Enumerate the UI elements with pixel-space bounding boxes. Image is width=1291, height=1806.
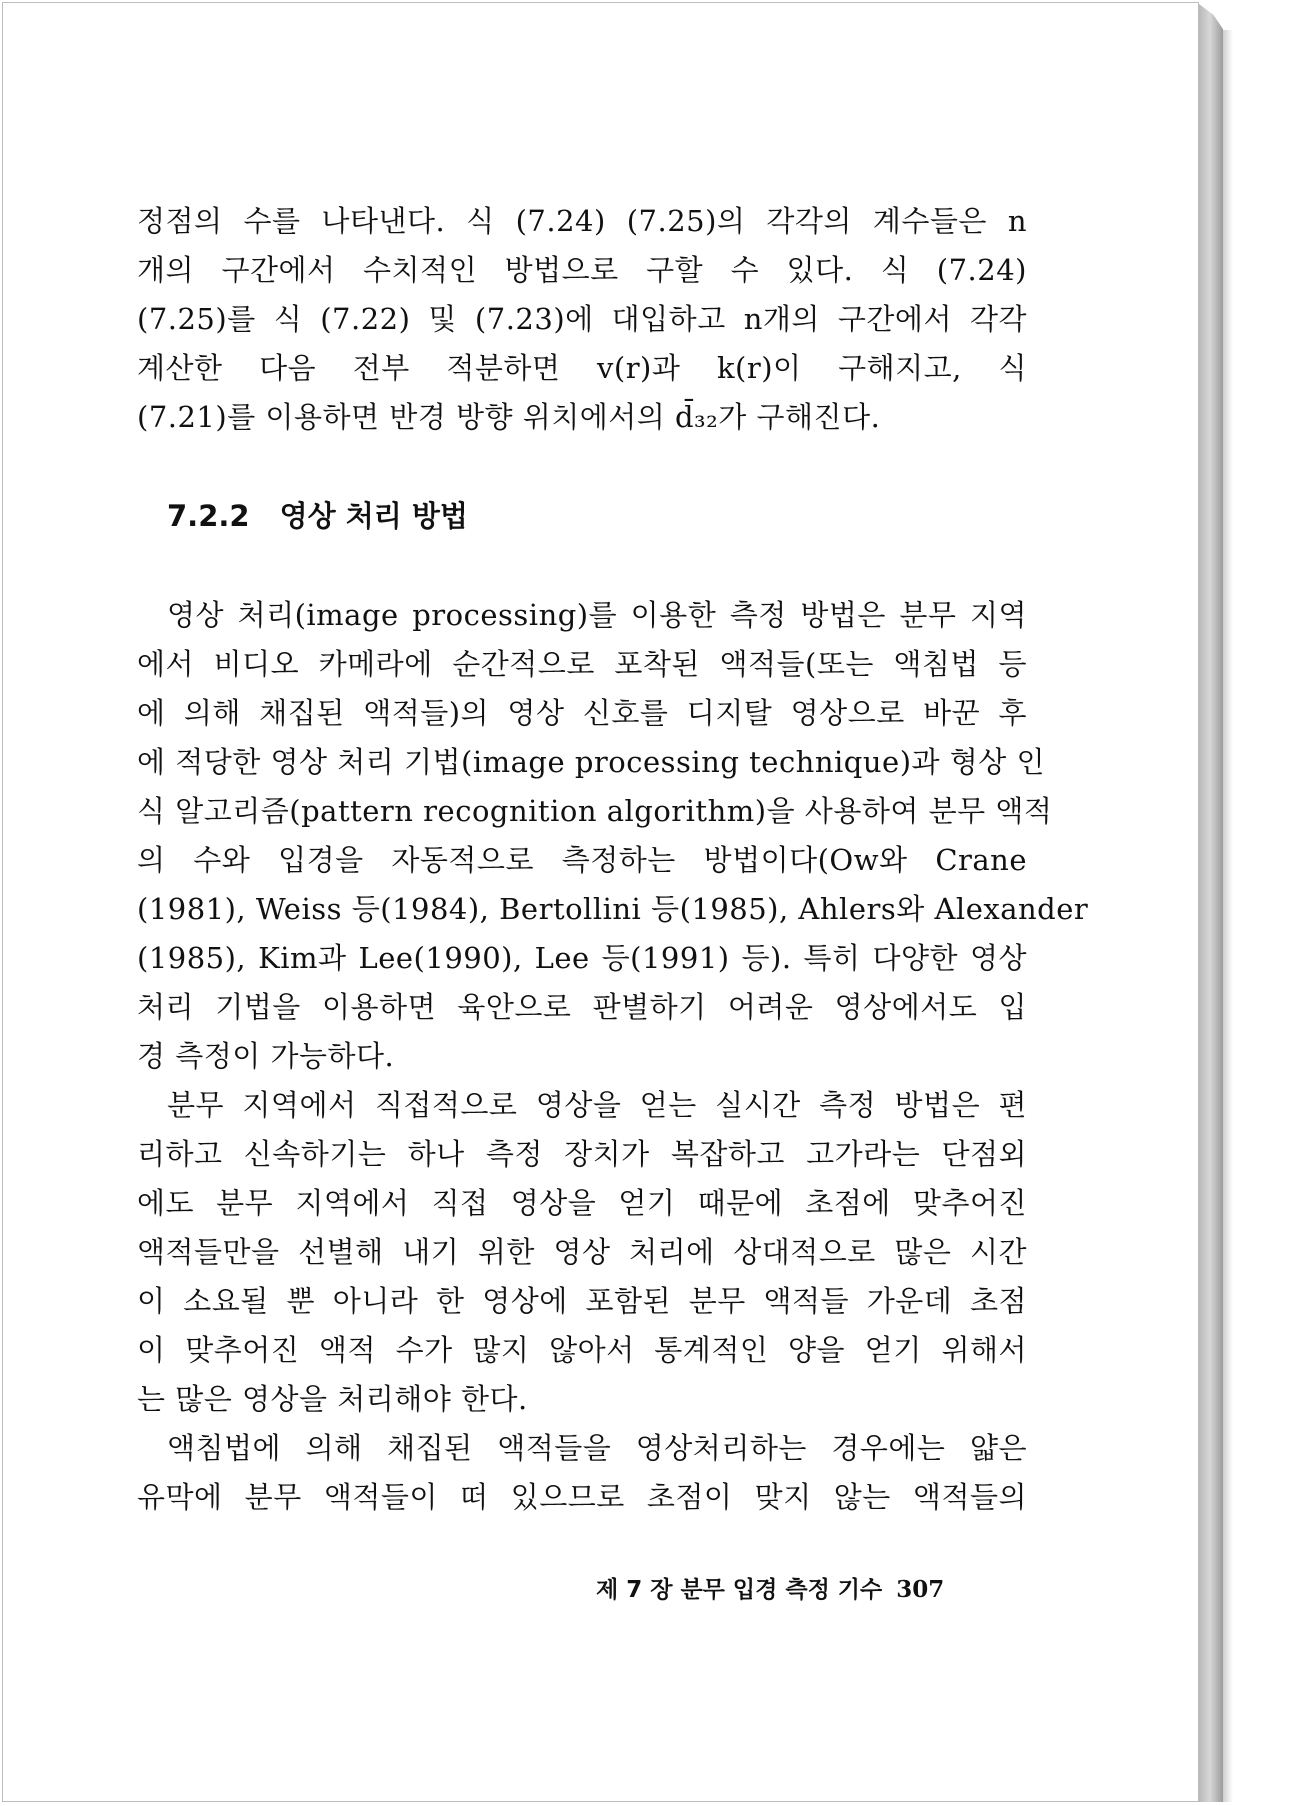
text-line: 경 측정이 가능하다. xyxy=(137,1039,395,1073)
text-line: 에 적당한 영상 처리 기법(image processing technique)과 형상 인 xyxy=(137,745,1046,779)
text-line: 는 많은 영상을 처리해야 한다. xyxy=(137,1382,528,1416)
text-line: 분무 지역에서 직접적으로 영상을 얻는 실시간 측정 방법은 편 xyxy=(167,1088,1027,1122)
paragraph-equations-text xyxy=(137,197,1027,442)
text-line: 정점의 수를 나타낸다. 식 (7.24) (7.25)의 각각의 계수들은 n xyxy=(137,204,1027,238)
page-stack-edge xyxy=(1199,4,1223,1802)
text-line: 이 맞추어진 액적 수가 많지 않아서 통계적인 양을 얻기 위해서 xyxy=(137,1333,1027,1367)
text-line: (1981), Weiss 등(1984), Bertollini 등(1985), Ahlers와 Alexander xyxy=(137,892,1089,926)
text-line: 영상 처리(image processing)를 이용한 측정 방법은 분무 지역 xyxy=(167,598,1027,632)
text-line: (7.21)를 이용하면 반경 방향 위치에서의 d̄₃₂가 구해진다. xyxy=(137,400,881,434)
text-line: 리하고 신속하기는 하나 측정 장치가 복잡하고 고가라는 단점외 xyxy=(137,1137,1027,1171)
text-line: (7.25)를 식 (7.22) 및 (7.23)에 대입하고 n개의 구간에서 각각 xyxy=(137,302,1027,336)
text-line: 유막에 분무 액적들이 떠 있으므로 초점이 맞지 않는 액적들의 xyxy=(137,1480,1027,1514)
text-line: 개의 구간에서 수치적인 방법으로 구할 수 있다. 식 (7.24) xyxy=(137,253,1027,287)
text-line: 의 수와 입경을 자동적으로 측정하는 방법이다(Ow와 Crane xyxy=(137,843,1027,877)
text-line: 에도 분무 지역에서 직접 영상을 얻기 때문에 초점에 맞추어진 xyxy=(137,1186,1027,1220)
section-heading xyxy=(167,494,468,535)
running-footer xyxy=(596,1571,944,1604)
section-title: 영상 처리 방법 xyxy=(279,499,468,533)
text-line: (1985), Kim과 Lee(1990), Lee 등(1991) 등). 특히 다양한 영상 xyxy=(137,941,1027,975)
text-line: 에서 비디오 카메라에 순간적으로 포착된 액적들(또는 액침법 등 xyxy=(137,647,1027,681)
text-line: 액침법에 의해 채집된 액적들을 영상처리하는 경우에는 얇은 xyxy=(167,1431,1027,1465)
text-line: 에 의해 채집된 액적들)의 영상 신호를 디지탈 영상으로 바꾼 후 xyxy=(137,696,1027,730)
text-line: 처리 기법을 이용하면 육안으로 판별하기 어려운 영상에서도 입 xyxy=(137,990,1027,1024)
paragraph-image-processing xyxy=(137,591,1089,1522)
text-line: 식 알고리즘(pattern recognition algorithm)을 사용하여 분무 액적 xyxy=(137,794,1053,828)
text-line: 이 소요될 뿐 아니라 한 영상에 포함된 분무 액적들 가운데 초점 xyxy=(137,1284,1027,1318)
section-number: 7.2.2 xyxy=(167,499,250,533)
text-line: 액적들만을 선별해 내기 위한 영상 처리에 상대적으로 많은 시간 xyxy=(137,1235,1027,1269)
page-number: 307 xyxy=(896,1576,945,1603)
page-shadow xyxy=(1223,30,1233,1802)
chapter-title: 제 7 장 분무 입경 측정 기수 xyxy=(596,1577,883,1603)
text-line: 계산한 다음 전부 적분하면 v(r)과 k(r)이 구해지고, 식 xyxy=(137,351,1027,385)
